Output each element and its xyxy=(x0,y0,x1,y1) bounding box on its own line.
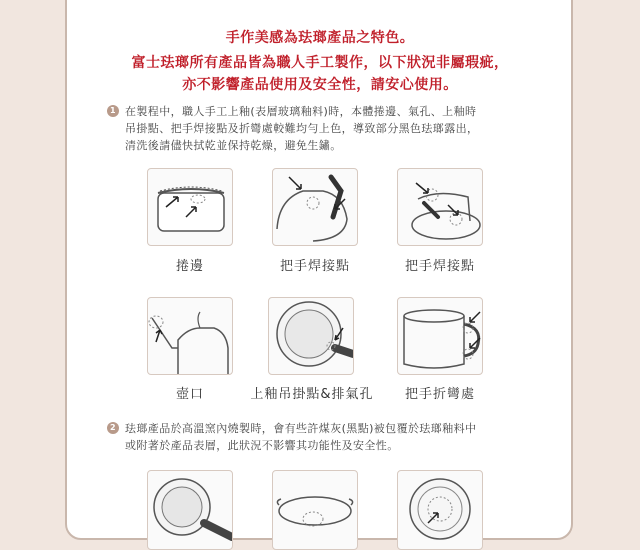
caption-rolled-edge: 捲邊 xyxy=(175,259,204,274)
spout-drawing xyxy=(148,298,232,374)
soot-pot-illustration xyxy=(147,470,233,550)
caption-handle-bend: 把手折彎處 xyxy=(404,387,475,402)
note-2-line-2: 或附著於產品表層，此狀況不影響其功能性及安全性。 xyxy=(125,439,399,452)
handle-weld-kettle-illustration xyxy=(272,168,358,246)
note-1 xyxy=(109,103,529,154)
note-2 xyxy=(109,420,529,454)
headline-line-3: 亦不影響產品使用及安全性，請安心使用。 xyxy=(182,77,458,93)
handle-bend-drawing xyxy=(398,298,482,374)
soot-bowl-illustration xyxy=(272,470,358,550)
handle-weld-pot-illustration xyxy=(397,168,483,246)
soot-plate-illustration xyxy=(397,470,483,550)
note-1-line-3: 清洗後請儘快拭乾並保持乾燥，避免生鏽。 xyxy=(125,139,342,152)
caption-spout: 壺口 xyxy=(175,387,204,402)
note-1-line-1: 在製程中，職人手工上釉(表層玻璃釉料)時，本體捲邊、氣孔、上釉時 xyxy=(125,105,477,118)
rolled-edge-illustration xyxy=(147,168,233,246)
note-2-line-1: 珐瑯產品於高溫窯內燒製時，會有些許煤灰(黑點)被包覆於珐瑯釉料中 xyxy=(125,422,477,435)
note-1-line-2: 吊掛點、把手焊接點及折彎處較難均勻上色，導致部分黑色珐瑯露出， xyxy=(125,122,479,135)
handle-bend-illustration xyxy=(397,297,483,375)
note-number-badge: 1 xyxy=(107,105,119,117)
handle-weld-kettle-drawing xyxy=(273,169,357,245)
handle-weld-pot-drawing xyxy=(398,169,482,245)
headline-line-1: 手作美感為珐瑯產品之特色。 xyxy=(225,30,415,46)
headline-line-2: 富士珐瑯所有產品皆為職人手工製作，以下狀況非屬瑕疵， xyxy=(131,55,509,71)
spout-illustration xyxy=(147,297,233,375)
rolled-edge-drawing xyxy=(148,169,232,245)
glaze-hanging-point-drawing xyxy=(269,298,353,374)
soot-bowl-drawing xyxy=(273,471,357,547)
caption-handle-weld-1: 把手焊接點 xyxy=(279,259,350,274)
soot-pot-drawing xyxy=(148,471,232,547)
soot-plate-drawing xyxy=(398,471,482,547)
glaze-hanging-point-illustration xyxy=(268,297,354,375)
caption-handle-weld-2: 把手焊接點 xyxy=(404,259,475,274)
caption-glaze-hanging-vent: 上釉吊掛點&排氣孔 xyxy=(250,387,374,402)
note-number-badge: 2 xyxy=(107,422,119,434)
